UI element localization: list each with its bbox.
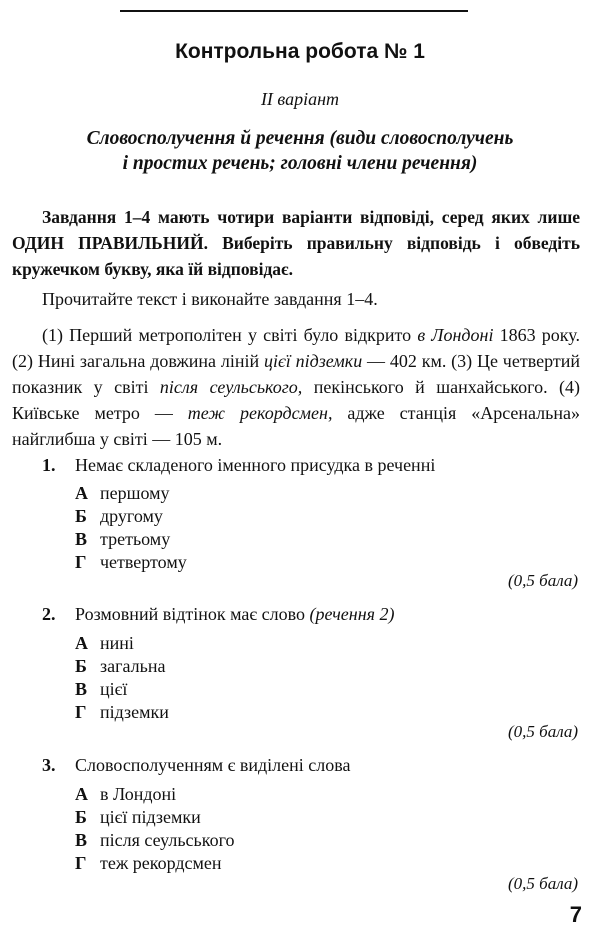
option-text: четвертому [100, 552, 187, 572]
points-label: (0,5 бала) [508, 874, 578, 893]
question-number: 1. [42, 455, 56, 475]
answer-option[interactable] [75, 656, 165, 677]
question-number: 3. [42, 755, 56, 775]
option-letter: Б [75, 506, 87, 526]
option-text: цієї [100, 679, 128, 699]
option-letter: В [75, 830, 88, 850]
top-rule [120, 10, 468, 12]
option-text: загальна [100, 656, 166, 676]
answer-option[interactable] [75, 853, 222, 874]
option-letter: В [75, 679, 88, 699]
option-letter: А [75, 633, 88, 653]
topic-line: Словосполучення й речення (види словосполучень [86, 128, 514, 149]
question [42, 455, 435, 476]
answer-option[interactable] [75, 529, 170, 550]
page-title: Контрольна робота № 1 [175, 40, 425, 63]
text-segment: (1) Перший метрополітен у світі було відкрито [42, 325, 418, 345]
option-letter: Г [75, 552, 87, 572]
answer-option[interactable] [75, 702, 169, 723]
question-text: Розмовний відтінок має слово [75, 604, 310, 624]
text-segment: адже станція «Арсенальна» найглибша у світі — 105 м. [12, 403, 580, 449]
instruction: Завдання 1–4 мають чотири варіанти відповіді, серед яких лише ОДИН ПРАВИЛЬНИЙ. Виберіть правильну відповідь і обведіть кружечком букву, яка їй відповідає. [12, 207, 580, 279]
option-text: теж рекордсмен [100, 853, 222, 873]
option-text: в Лондоні [100, 784, 177, 804]
answer-option[interactable] [75, 633, 134, 654]
variant-label: II варіант [260, 89, 340, 109]
option-text: цієї підземки [100, 807, 201, 827]
topic-heading [0, 126, 600, 176]
answer-option[interactable] [75, 830, 235, 851]
answer-option[interactable] [75, 483, 170, 504]
text-segment-italic: цієї підземки [263, 351, 363, 371]
text-segment-italic: в Лондоні [417, 325, 494, 345]
option-text: першому [100, 483, 170, 503]
text-segment-italic: після сеульського, [159, 377, 303, 397]
points-label: (0,5 бала) [508, 571, 578, 590]
reading-text [12, 322, 580, 452]
option-letter: Г [75, 853, 87, 873]
page-number: 7 [569, 902, 582, 927]
text-segment: — 402 км. (3) Це четвертий показник у світі [12, 351, 580, 397]
answer-option[interactable] [75, 679, 127, 700]
text-segment: 1863 року. (2) Нині загальна довжина ліній [12, 325, 580, 371]
option-text: нині [100, 633, 134, 653]
option-text: другому [100, 506, 163, 526]
option-text: після сеульського [100, 830, 235, 850]
option-text: підземки [100, 702, 169, 722]
option-letter: Б [75, 807, 87, 827]
option-letter: А [75, 784, 88, 804]
option-letter: В [75, 529, 88, 549]
question-text-italic: (речення 2) [309, 604, 395, 624]
answer-option[interactable] [75, 506, 163, 527]
option-text: третьому [100, 529, 171, 549]
answer-option[interactable] [75, 807, 201, 828]
question-number: 2. [42, 604, 56, 624]
points-label: (0,5 бала) [508, 722, 578, 741]
text-segment-italic: теж рекордсмен, [187, 403, 333, 423]
question-text: Немає складеного іменного присудка в реченні [75, 455, 436, 475]
question [42, 604, 395, 625]
question [42, 755, 351, 776]
answer-option[interactable] [75, 784, 176, 805]
question-text: Словосполученням є виділені слова [75, 755, 351, 775]
option-letter: Б [75, 656, 87, 676]
read-prompt: Прочитайте текст і виконайте завдання 1–4. [42, 289, 378, 309]
text-segment: пекінського й шанхайського. (4) Київське метро — [12, 377, 581, 423]
option-letter: А [75, 483, 88, 503]
option-letter: Г [75, 702, 87, 722]
topic-line: і простих речень; головні члени речення) [122, 153, 478, 174]
answer-option[interactable] [75, 552, 187, 573]
